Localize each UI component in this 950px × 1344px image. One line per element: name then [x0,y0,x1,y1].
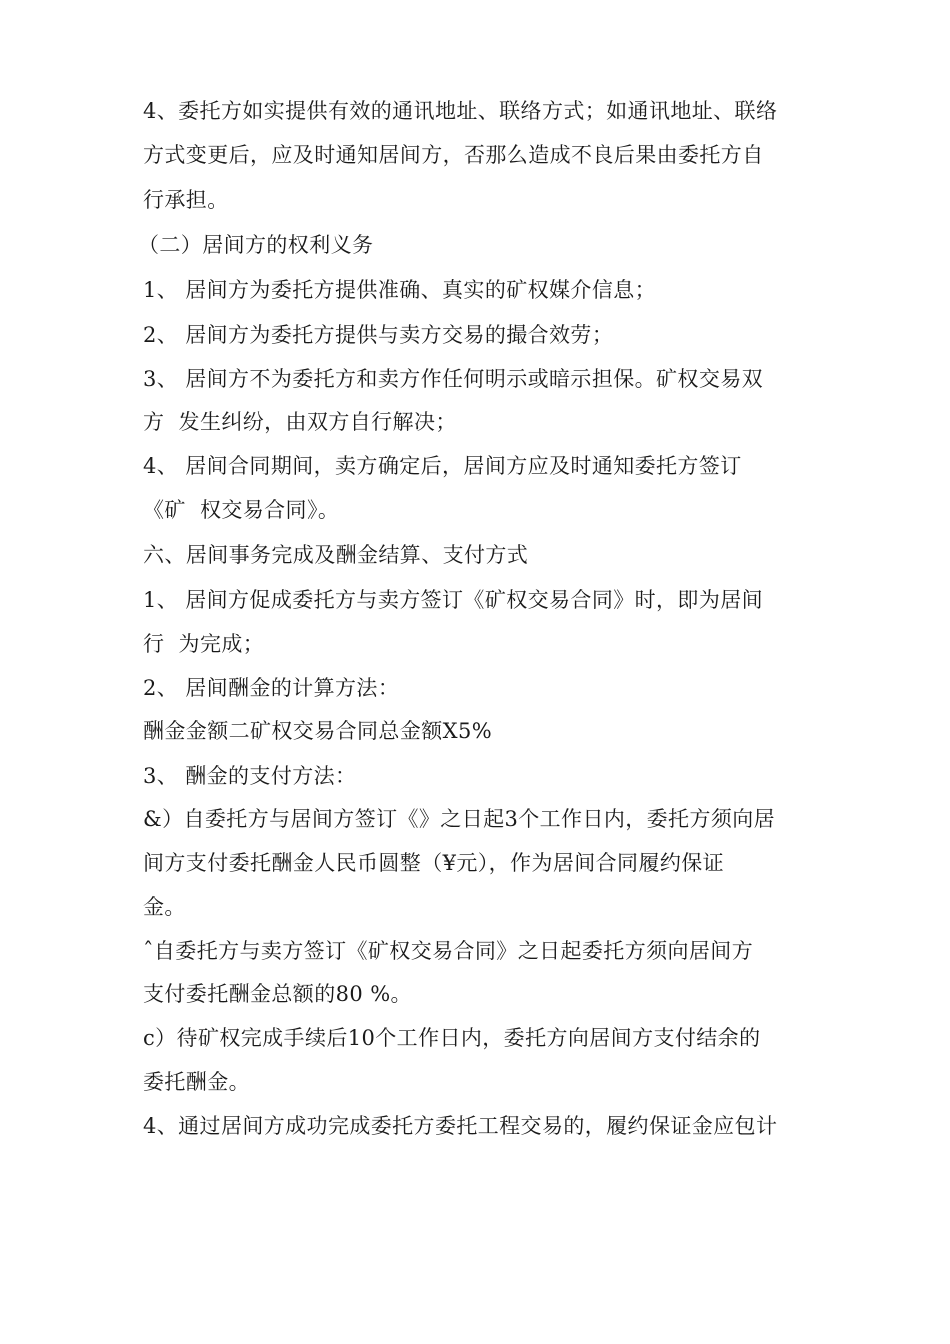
text-line: 间方支付委托酬金人民币圆整（¥元），作为居间合同履约保证 [143,851,725,875]
text-line: 2、 居间方为委托方提供与卖方交易的撮合效劳； [143,323,614,347]
text-line: 方式变更后，应及时通知居间方，否那么造成不良后果由委托方自 [143,143,764,167]
formula-line: 酬金金额二矿权交易合同总金额X5% [143,719,493,743]
text-line: 支付委托酬金总额的80 %。 [143,982,412,1006]
text-line: 金。 [143,895,186,919]
text-line: 行承担。 [143,188,229,212]
text-line: 1、 居间方促成委托方与卖方签订《矿权交易合同》时，即为居间 [143,588,764,612]
text-line: 4、委托方如实提供有效的通讯地址、联络方式；如通讯地址、联络 [143,99,778,123]
text-line: 行 为完成； [143,632,265,656]
text-line: c）待矿权完成手续后10个工作日内，委托方向居间方支付结余的 [143,1026,761,1050]
text-line: 《矿 权交易合同》。 [143,498,340,522]
text-line: 1、 居间方为委托方提供准确、真实的矿权媒介信息； [143,278,657,302]
text-line: 2、 居间酬金的计算方法： [143,676,400,700]
text-line: 3、 居间方不为委托方和卖方作任何明示或暗示担保。矿权交易双 [143,367,764,391]
text-line: 4、通过居间方成功完成委托方委托工程交易的，履约保证金应包计 [143,1114,778,1138]
text-line: 4、 居间合同期间，卖方确定后，居间方应及时通知委托方签订 [143,454,742,478]
text-line: ˆ自委托方与卖方签订《矿权交易合同》之日起委托方须向居间方 [143,939,754,963]
text-line: 3、 酬金的支付方法： [143,764,357,788]
section-heading: （二）居间方的权利义务 [138,233,374,257]
text-line: 方 发生纠纷，由双方自行解决； [143,410,457,434]
text-line: 委托酬金。 [143,1070,250,1094]
text-line: &）自委托方与居间方签订《》之日起3个工作日内，委托方须向居 [143,807,776,831]
section-heading: 六、居间事务完成及酬金结算、支付方式 [143,543,529,567]
